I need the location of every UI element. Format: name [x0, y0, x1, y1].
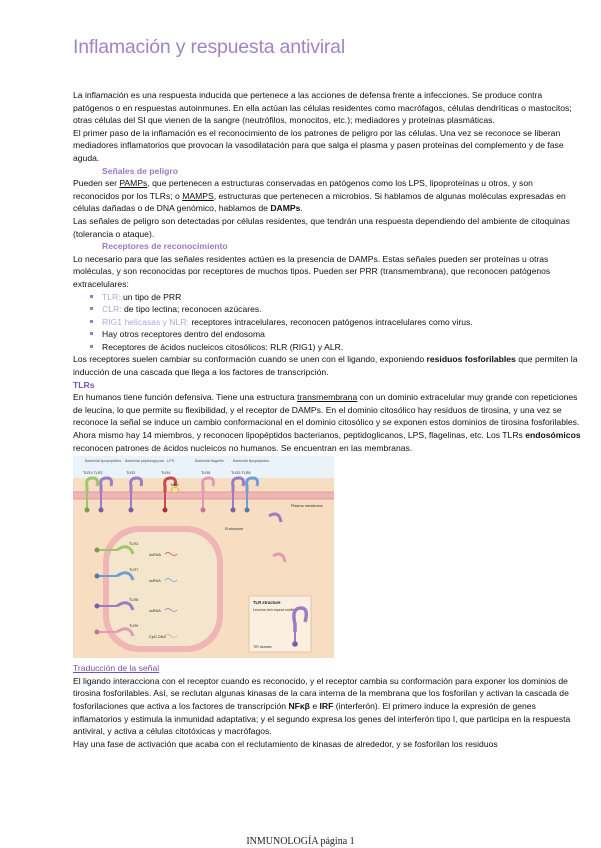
- ligand-label: Bacterial lipopeptides: [233, 459, 270, 464]
- section-heading-traduccion: [73, 662, 581, 675]
- endo-ligand-label: CpG DNA: [149, 635, 166, 640]
- receptores-paragraph-1: Lo necesario para que las señales residentes actúen es la presencia de DAMPs. Estas señales pueden ser proteínas u otras moléculas, y son reconocidas por receptores de muchos tipos. Pueden ser PRR (transmembrana), que reconocen patógenos extracelulares:: [73, 253, 551, 289]
- endo-ligand-label: ssRNA: [149, 579, 161, 584]
- md2-label: MD2: [171, 483, 179, 488]
- page-content: [73, 89, 581, 750]
- endo-ligand-label: dsRNA: [149, 553, 162, 558]
- section-heading-receptores: Receptores de reconocimiento: [102, 241, 228, 252]
- senales-paragraph-2: Las señales de peligro son detectadas por células residentes, que tendrán una respuesta dependiendo del ambiente de citoquinas (tolerancia o ataque).: [73, 215, 570, 239]
- page-title: Inflamación y respuesta antiviral: [73, 36, 345, 58]
- receptor-label: TLR1:TLR2: [83, 471, 103, 476]
- tlr-structure-title: TLR structure: [253, 600, 281, 606]
- tlr-diagram: [73, 456, 334, 658]
- mamps-term: MAMPS: [182, 190, 214, 201]
- ligand-label: Bacterial peptidoglycan: [125, 459, 165, 464]
- receptores-paragraph-2: Los receptores suelen cambiar su conformación cuando se unen con el ligando, exponiendo residuos fosforilables que permiten la inducción de una cascada que llega a los factores de transcripción.: [73, 354, 578, 378]
- list-item: RIG1 helicasas y NLR: receptores intracelulares, reconocen patógenos intracelulares como virus.: [73, 316, 581, 329]
- endo-receptor-label: TLR3: [129, 542, 139, 547]
- receptor-label: TLR5: [201, 471, 211, 476]
- tlrs-paragraph-2: Ahora mismo hay 14 miembros, y reconocen lipopéptidos bacterianos, peptidoglicanos, LPS, flagelinas, etc. Los TLRs endosómicos reconocen patrones de ácidos nucleicos no humanos. Se encuentran en las membranas.: [73, 430, 581, 453]
- traduccion-link[interactable]: Traducción de la señal: [73, 663, 160, 674]
- ligand-label: Bacterial flagellin: [195, 459, 224, 464]
- list-item: Hay otros receptores dentro del endosoma: [73, 328, 581, 341]
- plasma-membrane-label: Plasma membrane: [291, 504, 323, 509]
- senales-paragraph-1: Pueden ser PAMPs, que pertenecen a estructuras conservadas en patógenos como los LPS, lipoproteínas u otros, y son reconocidos por los TLRs; o MAMPS, estructuras que pertenecen a microbios. Si hablamos de algunas moléculas expresadas en células dañadas o de DNA genómico, hablamos de DAMPs.: [73, 178, 566, 214]
- endo-ligand-label: ssRNA: [149, 609, 161, 614]
- endo-receptor-label: TLR8: [129, 598, 139, 603]
- ligand-label: LPS: [167, 459, 175, 464]
- pamps-term: PAMPs: [119, 178, 148, 189]
- ligand-label: Bacterial lipopeptides: [85, 459, 122, 464]
- receptor-label: TLR4: [161, 471, 171, 476]
- list-item: TLR: un tipo de PRR: [73, 291, 581, 304]
- list-item: Receptores de ácidos nucleicos citosólicos: RLR (RIG1) y ALR.: [73, 341, 581, 354]
- page-footer: INMUNOLOGÍA página 1: [246, 836, 355, 847]
- section-heading-tlrs: TLRs: [73, 379, 95, 390]
- tir-domain-label: TIR domain: [253, 645, 272, 650]
- intro-paragraph-1: La inflamación es una respuesta inducida que pertenece a las acciones de defensa frente a infecciones. Se produce contra patógenos o en respuestas autoinmunes. En ella actúan las células residentes como macrófagos, células dendríticas o mastocitos; otras células del SI que vienen de la sangre (neutrófilos, monocitos, etc.); mediadores y proteínas plasmáticas.: [73, 90, 572, 126]
- endo-receptor-label: TLR7: [129, 568, 139, 573]
- traduccion-paragraph-1: El ligando interacciona con el receptor cuando es reconocido, y el receptor cambia su conformación para exponer los dominios de tirosina fosforilables. Así, se reclutan algunas kinasas de la cara interna de la membrana que los fosforilan y activan la cascada de fosforilaciones que activa a los factores de transcripción NFκβ e IRF (interferón). El primero induce la expresión de genes inflamatorios y estimula la inmunidad adaptativa; y el segundo expresa los genes del interferón tipo I, que participa en la respuesta antiviral, y activa a células citotóxicas y macrófagos.: [73, 675, 571, 737]
- traduccion-paragraph-2: Hay una fase de activación que acaba con el reclutamiento de kinasas de alrededor, y se fosforilan los residuos: [73, 738, 498, 749]
- endo-receptor-label: TLR9: [129, 624, 139, 629]
- tlr-structure-desc: Leucine-rich repeat motifs: [253, 608, 295, 613]
- receptor-label: TLR2:TLR6: [231, 471, 251, 476]
- receptor-list: [73, 291, 581, 354]
- endosome-label: Endosome: [225, 527, 244, 532]
- tlr-figure: [73, 456, 334, 658]
- section-heading-senales: Señales de peligro: [102, 165, 178, 176]
- list-item: CLR: de tipo lectina; reconocen azúcares.: [73, 303, 581, 316]
- damps-term: DAMPs: [270, 203, 301, 214]
- intro-paragraph-2: El primer paso de la inflamación es el reconocimiento de los patrones de peligro por las células. Una vez se reconoce se liberan mediadores inflamatorios que provocan la vasodilatación para que salga el plasma y pasen proteínas del complemento y de fase aguda.: [73, 127, 564, 163]
- receptor-label: TLR2: [126, 471, 136, 476]
- md2-marker: [171, 488, 179, 493]
- tlrs-paragraph-1: En humanos tiene función defensiva. Tiene una estructura transmembrana con un dominio extracelular muy grande con repeticiones de leucina, lo que permite su flexibilidad, y el receptor de DAMPs. En el dominio citosólico hay residuos de tirosina, y una vez se reconoce la señal se induce un cambio conformacional en el dominio citosólico y se exponen estos dominios de tirosina fosforilables.: [73, 392, 580, 428]
